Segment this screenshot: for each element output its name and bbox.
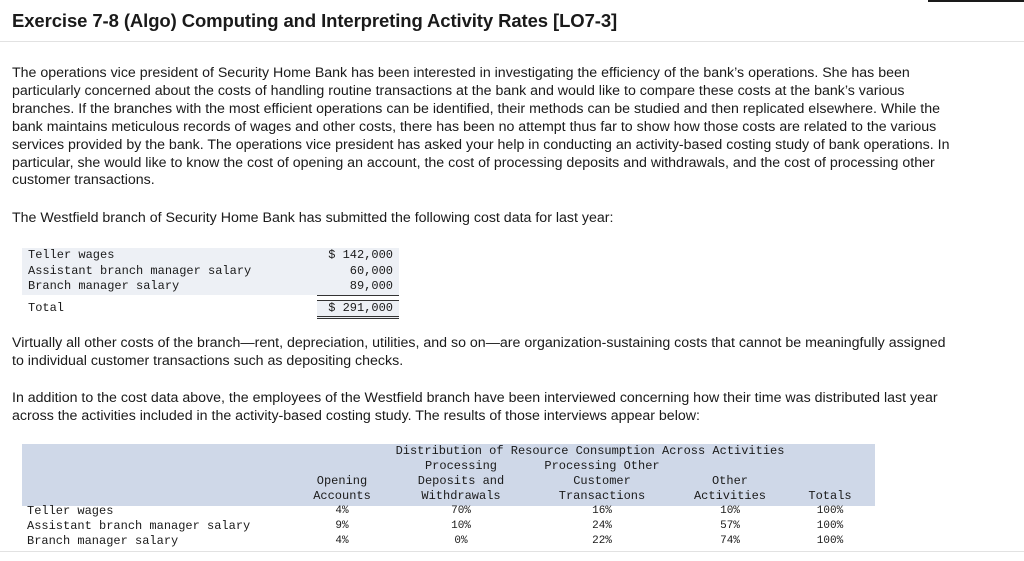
col-header-line2: Customer <box>573 474 631 488</box>
title-divider <box>0 41 1024 42</box>
cost-row-amount: $ 142,000 <box>317 248 399 264</box>
col-header-line2: Opening <box>316 474 368 488</box>
cost-row-label: Teller wages <box>22 248 317 264</box>
cost-row-label: Assistant branch manager salary <box>22 264 317 280</box>
col-header-line3: Accounts <box>313 489 371 503</box>
dist-cell: 100% <box>816 520 844 532</box>
dist-cell: 9% <box>335 520 349 532</box>
dist-cell: 16% <box>592 505 612 517</box>
cost-total-row <box>22 300 399 318</box>
page-title: Exercise 7-8 (Algo) Computing and Interpreting Activity Rates [LO7-3] <box>12 10 618 31</box>
col-header-line3: Totals <box>808 489 852 503</box>
col-header-line2: Other <box>711 474 748 488</box>
dist-cell: 100% <box>816 535 844 547</box>
cost-row-label: Branch manager salary <box>22 279 317 295</box>
dist-row-label: Branch manager salary <box>27 534 179 548</box>
westfield-paragraph: The Westfield branch of Security Home Bank has submitted the following cost data for last year: <box>12 210 614 226</box>
dist-row-label: Assistant branch manager salary <box>27 519 251 533</box>
top-edge-bar <box>928 0 1024 2</box>
dist-cell: 70% <box>451 505 471 517</box>
col-header-line1: Processing <box>424 459 497 473</box>
dist-cell: 57% <box>720 520 740 532</box>
cost-row <box>22 248 399 264</box>
dist-cell: 100% <box>816 505 844 517</box>
distribution-title: Distribution of Resource Consumption Across Activities <box>395 444 785 458</box>
cost-row <box>22 279 399 295</box>
interviews-paragraph: In addition to the cost data above, the employees of the Westfield branch have been interviewed concerning how their time was distributed last year across the activities included in the activity-based costing study. The results of those interviews appear below: <box>12 390 938 424</box>
col-header-line3: Withdrawals <box>421 489 501 503</box>
col-header-line3: Activities <box>693 489 766 503</box>
cost-total-label: Total <box>22 300 317 318</box>
dist-cell: 10% <box>720 505 740 517</box>
dist-cell: 4% <box>335 535 349 547</box>
cost-row-amount: 89,000 <box>317 279 399 295</box>
dist-cell: 10% <box>451 520 471 532</box>
dist-cell: 74% <box>720 535 740 547</box>
cost-total-amount: $ 291,000 <box>317 300 399 318</box>
cost-data-table <box>22 248 399 319</box>
dist-cell: 24% <box>592 520 612 532</box>
col-header-line2: Deposits and <box>417 474 505 488</box>
col-header-line1: Processing Other <box>544 459 660 473</box>
other-costs-paragraph: Virtually all other costs of the branch—rent, depreciation, utilities, and so on—are organization-sustaining costs that cannot be meaningfully assigned to individual customer transactions such as depositing checks. <box>12 335 946 369</box>
dist-cell: 4% <box>335 505 349 517</box>
col-header-line3: Transactions <box>558 489 646 503</box>
dist-cell: 22% <box>592 535 612 547</box>
bottom-divider <box>0 551 1024 552</box>
cost-row-amount: 60,000 <box>317 264 399 280</box>
intro-paragraph: The operations vice president of Security Home Bank has been interested in investigating the efficiency of the bank’s operations. She has been particularly concerned about the costs of handling routine transactions at the bank and would like to compare these costs at the bank’s various branches. If the branches with the most efficient operations can be identified, their methods can be studied and then replicated elsewhere. While the bank maintains meticulous records of wages and other costs, there has been no attempt thus far to show how those costs are related to the various services provided by the bank. The operations vice president has asked your help in conducting an activity-based costing study of bank operations. In particular, she would like to know the cost of opening an account, the cost of processing deposits and withdrawals, and the cost of processing other customer transactions. <box>12 65 950 189</box>
dist-cell: 0% <box>454 535 468 547</box>
dist-row-label: Teller wages <box>27 504 114 518</box>
cost-row <box>22 264 399 280</box>
